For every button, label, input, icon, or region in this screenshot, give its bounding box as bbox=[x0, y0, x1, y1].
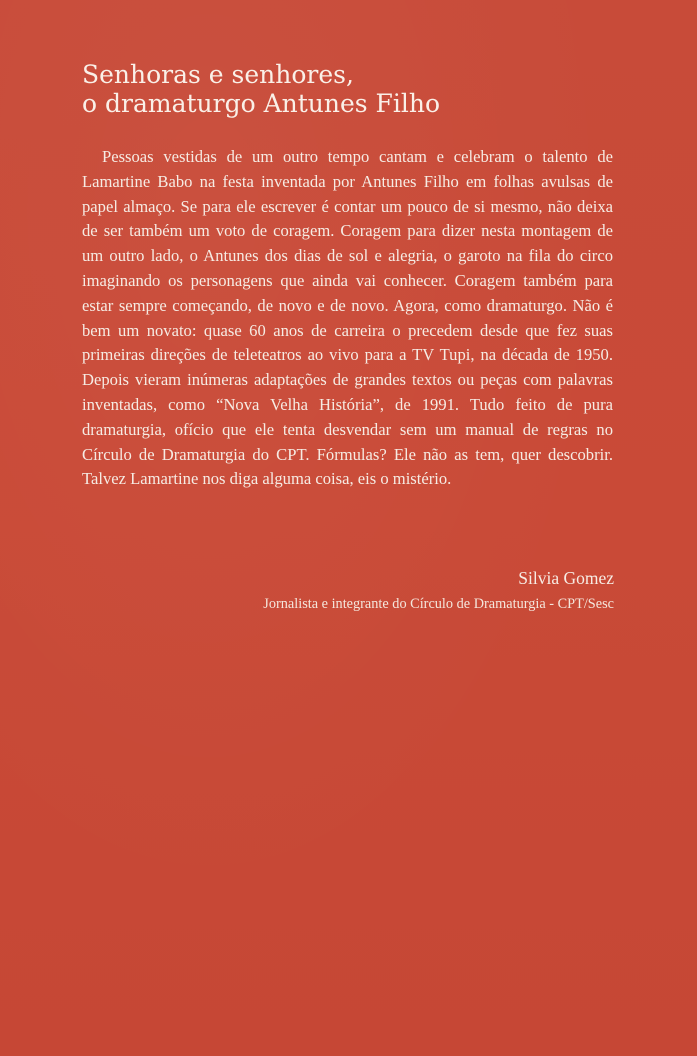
author-role: Jornalista e integrante do Círculo de Dramaturgia - CPT/Sesc bbox=[263, 596, 614, 612]
article-title-line-2: o dramaturgo Antunes Filho bbox=[82, 89, 441, 118]
author-name: Silvia Gomez bbox=[518, 568, 614, 588]
article-title bbox=[82, 60, 642, 118]
article-title-line-1: Senhoras e senhores, bbox=[82, 60, 354, 89]
article-body: Pessoas vestidas de um outro tempo cantam e celebram o talento de Lamartine Babo na festa inventada por Antunes Filho em folhas avulsas de papel almaço. Se para ele escrever é contar um pouco de si mesmo, não deixa de ser também um voto de coragem. Coragem para dizer nesta montagem de um outro lado, o Antunes dos dias de sol e alegria, o garoto na fila do circo imaginando os personagens que ainda vai conhecer. Coragem também para estar sempre começando, de novo e de novo. Agora, como dramaturgo. Não é bem um novato: quase 60 anos de carreira o precedem desde que fez suas primeiras direções de teleteatros ao vivo para a TV Tupi, na década de 1950. Depois vieram inúmeras adaptações de grandes textos ou peças com palavras inventadas, como “Nova Velha História”, de 1991. Tudo feito de pura dramaturgia, ofício que ele tenta desvendar sem um manual de regras no Círculo de Dramaturgia do CPT. Fórmulas? Ele não as tem, quer descobrir. Talvez Lamartine nos diga alguma coisa, eis o mistério. bbox=[82, 147, 613, 489]
